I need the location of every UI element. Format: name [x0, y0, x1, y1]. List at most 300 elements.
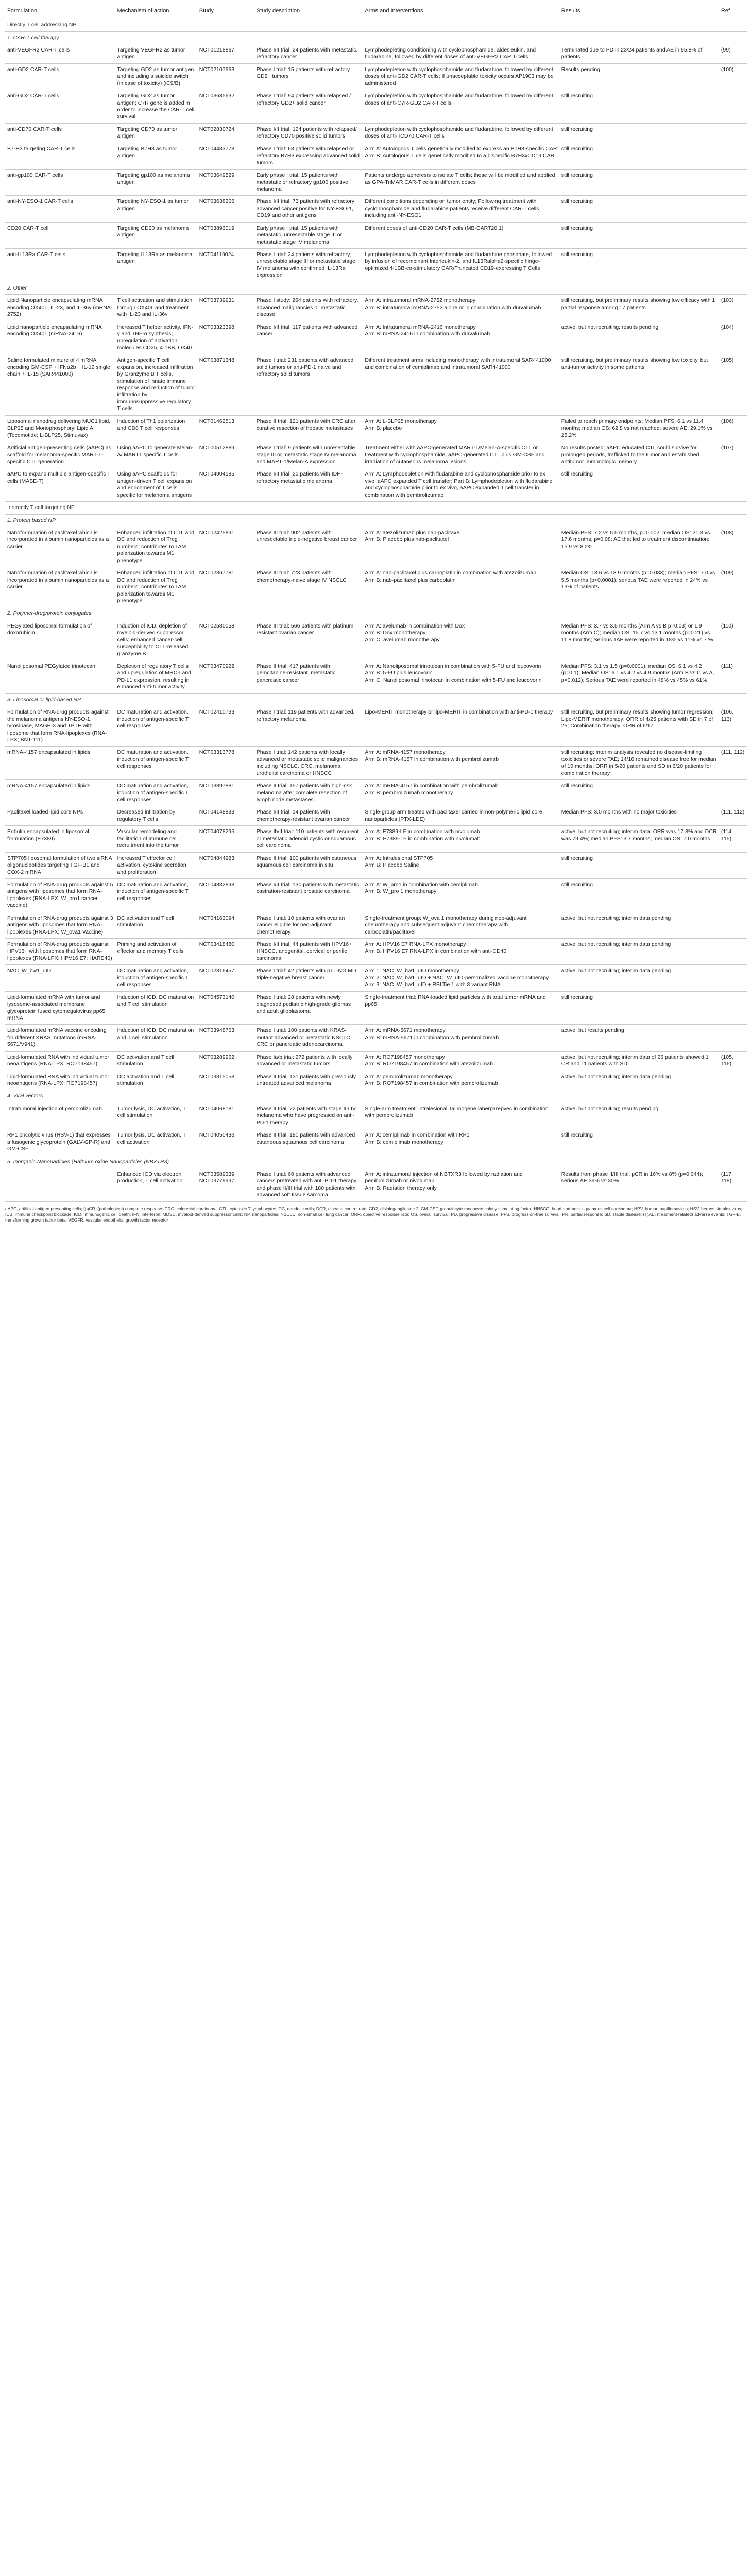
cell-study: NCT02367781	[197, 567, 254, 607]
cell-study-description: Phase I trial: 9 patients with unresectable stage III or metastatic stage IV melanoma and MART-1/Melan-A expression	[254, 442, 363, 468]
cell-arms-interventions: Arm A: nab-paclitaxel plus carboplatin in combination with atezolizumab Arm B: nab-paclitaxel plus carboplatin	[363, 567, 559, 607]
cell-study-description: Phase I study: 264 patients with refractory, advanced malignancies or metastatic disease	[254, 295, 363, 321]
cell-mechanism: DC maturation and activation, induction of antigen-specific T cell responses	[115, 780, 197, 806]
cell-study: NCT03638206	[197, 196, 254, 222]
cell-study: NCT04573140	[197, 991, 254, 1025]
cell-formulation: anti-CD70 CAR-T cells	[5, 123, 115, 143]
cell-study: NCT03589339 NCT03779997	[197, 1168, 254, 1201]
cell-study-description: Phase I/II trial: 73 patients with refractory advanced cancer positive for NY-ESO-1, CD19 and other antigens	[254, 196, 363, 222]
cell-mechanism: Targeting GD2 as tumor antigen and including a suicide switch (in case of toxicity) (iC9/B)	[115, 63, 197, 90]
cell-study-description: Phase I/II trial: 24 patients with metastatic, refractory cancer	[254, 44, 363, 63]
cell-arms-interventions: Arm A: RO7198457 monotherapy Arm B: RO7198457 in combination with atezolizumab	[363, 1051, 559, 1071]
cell-arms-interventions: Arm A: mRNA-4157 monotherapy Arm B: mRNA-4157 in combination with pembrolizumab	[363, 747, 559, 780]
cell-formulation: Saline formulated mixture of 4 mRNA encoding GM-CSF + IFNα2b + IL-12 single chain + IL-15 (SAR441000)	[5, 354, 115, 416]
cell-results: active, but not recruiting; results pending	[559, 321, 719, 354]
cell-arms-interventions: Single-group arm treated with paclitaxel carried in non-polymeric lipid core nanoparticles (PTX-LDE)	[363, 806, 559, 826]
cell-results: Terminated due to PD in 23/24 patients and AE in 95.8% of patients	[559, 44, 719, 63]
cell-results: Results from phase II/III trial: pCR in 16% vs 8% (p=0.044); serious AE 39% vs 30%	[559, 1168, 719, 1201]
cell-mechanism: Enhanced infiltration of CTL and DC and reduction of Treg numbers; contributes to TAM polarization towards M1 phenotype	[115, 527, 197, 567]
cell-study: NCT03897881	[197, 780, 254, 806]
cell-mechanism: Tumor lysis, DC activation, T cell activation	[115, 1129, 197, 1156]
table-row	[5, 527, 747, 567]
cell-arms-interventions: Lymphodepletion with cyclophosphamide and fludarabine, followed by different doses of anti-hCD70 CAR-T cells	[363, 123, 559, 143]
cell-study-description: Phase II trial: 131 patients with previously untreated advanced melanoma	[254, 1071, 363, 1090]
cell-formulation: Lipid-formulated RNA with individual tumor neoantigens (RNA-LPX; RO7198457)	[5, 1051, 115, 1071]
table-row	[5, 1071, 747, 1090]
section-heading	[5, 502, 747, 514]
cell-results: still recruiting, but preliminary results showing low efficacy with 1 partial response among 17 patients	[559, 295, 719, 321]
cell-study-description: Phase II trial: 72 patients with stage III/ IV melanoma who have progressed on anti-PD-1 therapy	[254, 1103, 363, 1129]
cell-formulation: Lipid-formulated mRNA vaccine encoding for different KRAS mutations (mRNA-5671/V941)	[5, 1025, 115, 1051]
header-ref: Ref	[719, 3, 747, 19]
table-row	[5, 939, 747, 965]
cell-results: Results pending	[559, 63, 719, 90]
cell-results: Median OS: 18.6 vs 13.9 months (p=0.033); median PFS: 7.0 vs 5.5 months (p<0.0001), serious TAE were reported in 24% vs 13% of patients	[559, 567, 719, 607]
cell-ref	[719, 1129, 747, 1156]
cell-study: NCT04844983	[197, 852, 254, 878]
cell-formulation: Formulation of RNA-drug products against the melanoma antigens NY-ESO-1, tyrosinase, MAGE-3 and TPTE with liposome that form RNA-lipoplexes (RNA-LPX; BNT-111)	[5, 706, 115, 747]
cell-study-description: Phase I trial: 42 patients with pTL-NG MD triple-negative breast cancer	[254, 965, 363, 991]
cell-arms-interventions: Different treatment arms including monotherapy with intratumoral SAR441000 and combination of cemiplimab and intratumoral SAR441000	[363, 354, 559, 416]
table-row	[5, 63, 747, 90]
cell-study: NCT03739931	[197, 295, 254, 321]
cell-results: Failed to reach primary endpoints; Median PFS: 6.1 vs 11.4 months; median OS: 62.8 vs not reached; severe AE: 29.1% vs 25.2%	[559, 415, 719, 442]
table-row	[5, 295, 747, 321]
table-row	[5, 852, 747, 878]
cell-formulation: B7-H3 targeting CAR-T cells	[5, 143, 115, 169]
cell-study-description: Phase I/II trial: 130 patients with metastatic castration-resistant prostate carcinoma	[254, 878, 363, 912]
table-row	[5, 1025, 747, 1051]
cell-arms-interventions: Arm A: Lymphodepletion with fludarabine and cyclophosphamide prior to ex vivo, aAPC expanded T cell transfer; Part B: Lymphodepletion with fludarabine and cyclophosphamide prior to ex vivo, aAPC expanded T cell transfer in combination with pembrolizumab	[363, 468, 559, 502]
cell-study: NCT03313778	[197, 747, 254, 780]
table-row	[5, 660, 747, 694]
cell-formulation: Lipid Nanoparticle encapsulating mRNA encoding OX40L, IL-23, and IL-36γ (mRNA-2752)	[5, 295, 115, 321]
cell-mechanism: Using aAPC to generate Melan-A/ MART1 specific T cells	[115, 442, 197, 468]
table-row	[5, 44, 747, 63]
table-row	[5, 912, 747, 938]
table-row	[5, 354, 747, 416]
cell-formulation: anti-VEGFR2 CAR-T cells	[5, 44, 115, 63]
section-heading-cell	[5, 19, 747, 31]
table-row	[5, 620, 747, 660]
cell-ref: (111, 112)	[719, 806, 747, 826]
cell-mechanism: DC activation and T cell stimulation	[115, 1071, 197, 1090]
section-heading-cell	[5, 31, 747, 44]
subsection-heading	[5, 514, 747, 527]
subsection-heading	[5, 693, 747, 706]
cell-arms-interventions: Arm A: HPV16 E7 RNA-LPX monotherapy Arm B: HPV16 E7 RNA-LPX in combination with anti-CD40	[363, 939, 559, 965]
table-row	[5, 468, 747, 502]
cell-ref	[719, 1103, 747, 1129]
cell-arms-interventions: Arm A: mRNA-4157 in combination with pembrolizumab Arm B: pembrolizumab monotherapy	[363, 780, 559, 806]
subsection-title: 1. CAR-T cell therapy	[7, 34, 59, 41]
cell-ref: (110)	[719, 620, 747, 660]
table-row	[5, 826, 747, 852]
cell-formulation: Nanoformulation of paclitaxel which is incorporated in albumin nanoparticles as a carrier	[5, 527, 115, 567]
cell-results: active, but not recruiting; interim data pending	[559, 1071, 719, 1090]
cell-results: still recruiting	[559, 196, 719, 222]
cell-mechanism: Depletion of regulatory T cells and upregulation of MHC-I and PD-L1 expression, resulting in enhanced anti-tumor activity	[115, 660, 197, 694]
cell-mechanism: DC maturation and activation, induction of antigen-specific T cell responses	[115, 965, 197, 991]
cell-results: still recruiting, but preliminary results showing tumor regression; Lipo-MERIT monotherapy: ORR of 4/25 patients with SD in 7 of 25; Combination therapy: ORR of 6/17	[559, 706, 719, 747]
table-row	[5, 567, 747, 607]
cell-study: NCT04904185	[197, 468, 254, 502]
cell-study: NCT03815058	[197, 1071, 254, 1090]
cell-study: NCT02425891	[197, 527, 254, 567]
cell-ref: (114, 115)	[719, 826, 747, 852]
cell-results: still recruiting	[559, 852, 719, 878]
cell-mechanism: Targeting GD2 as tumor antigen; C7R gene is added in order to increase the CAR-T cell survival	[115, 90, 197, 124]
table-row	[5, 991, 747, 1025]
cell-arms-interventions: Arm 1: NAC_W_bw1_uID monotherapy Arm 2: NAC_W_bw1_uID + NAC_W_uID-personalized vaccine monotherapy Arm 3: NAC_W_bw1_uID + RBLTie.1 with 3 variant RNA	[363, 965, 559, 991]
cell-ref: (111, 112)	[719, 747, 747, 780]
cell-ref: (109)	[719, 567, 747, 607]
table-row	[5, 249, 747, 282]
cell-arms-interventions: Lymphodepletion with cyclophosphamide and fludarabine, followed by different doses of anti-C7R-GD2 CAR-T cells	[363, 90, 559, 124]
cell-study-description: Phase Ib/II trial: 110 patients with recurrent or metastatic adenoid cystic or squamous cell carcinoma	[254, 826, 363, 852]
cell-mechanism: Tumor lysis, DC activation, T cell stimulation	[115, 1103, 197, 1129]
cell-ref	[719, 468, 747, 502]
table-row	[5, 222, 747, 248]
cell-ref	[719, 1025, 747, 1051]
subsection-title: 4. Viral vectors	[7, 1093, 43, 1099]
cell-study: NCT02316457	[197, 965, 254, 991]
cell-study: NCT03323398	[197, 321, 254, 354]
cell-results: still recruiting	[559, 170, 719, 196]
cell-ref: (105)	[719, 354, 747, 416]
cell-ref	[719, 143, 747, 169]
cell-results: still recruiting; interim analysis revealed no disease-limiting toxicities or severe TAE; 14/16 remained disease free for median of 10 months; ORR in 5/20 patients and SD in 6/20 patients for combination therapy	[559, 747, 719, 780]
section-heading-cell	[5, 502, 747, 514]
section-heading	[5, 19, 747, 31]
cell-results: active, but not recruiting; interim data pending	[559, 939, 719, 965]
cell-arms-interventions: Different conditions depending on tumor entity; Following treatment with cyclophosphamide and fludarabine patients receive different CAR-T cells including anti-NY-ESO1	[363, 196, 559, 222]
cell-formulation: Lipid nanoparticle encapsulating mRNA encoding OX40L (mRNA-2416)	[5, 321, 115, 354]
cell-study-description: Early phase I trial: 15 patients with metastatic or refractory gp100 positive melanoma	[254, 170, 363, 196]
table-row	[5, 806, 747, 826]
cell-results: Median PFS: 3.1 vs 1.5 (p=0.0001), median OS: 6.1 vs 4.2 (p=0.1); Median OS: 6.1 vs 4.2 vs 4.9 months (Arm B vs C vs A, p=0.012); Serious TAE were reported in 48% vs 45% vs 61%	[559, 660, 719, 694]
cell-formulation: Liposomal nanodrug delivering MUC1 lipid, BLP25 and Monophosphoryl Lipid A (Tecemotide; L-BLP25, Stimuvax)	[5, 415, 115, 442]
document-page	[5, 0, 747, 1228]
table-header	[5, 3, 747, 19]
cell-arms-interventions: Arm A: mRNA-5671 monotherapy Arm B: mRNA-5671 in combination with pembrolizumab	[363, 1025, 559, 1051]
cell-mechanism: Increased T helper activity, IFN-γ and TNF-α synthesis; upregulation of activation molecules CD25, 4-1BB, OX40	[115, 321, 197, 354]
cell-study-description: Phase II trial: 157 patients with high-risk melanoma after complete resection of lymph node metastases	[254, 780, 363, 806]
cell-formulation: STP705 liposomal formulation of two siRNA oligonucleotides targeting TGF-B1 and COX-2 mRNA	[5, 852, 115, 878]
cell-study-description: Phase I/II trial: 117 patients with advanced cancer	[254, 321, 363, 354]
table-row	[5, 143, 747, 169]
cell-mechanism: Targeting VEGFR2 as tumor antigen	[115, 44, 197, 63]
header-study: Study	[197, 3, 254, 19]
subsection-title: 1. Protein based NP	[7, 517, 56, 523]
cell-results: still recruiting	[559, 468, 719, 502]
cell-ref	[719, 939, 747, 965]
subsection-heading	[5, 1090, 747, 1103]
table-row	[5, 90, 747, 124]
subsection-heading	[5, 1156, 747, 1168]
header-mechanism: Mechanism of action	[115, 3, 197, 19]
section-heading-cell	[5, 282, 747, 294]
cell-formulation: Paclitaxel loaded lipid core NPs	[5, 806, 115, 826]
cell-mechanism: Vascular remodeling and facilitation of immune cell recruitment into the tumor	[115, 826, 197, 852]
cell-ref: (103)	[719, 295, 747, 321]
cell-mechanism: T cell activation and stimulation through OX40L and treatment with IL-23 and IL-36γ	[115, 295, 197, 321]
table-footnote: aAPC, artificial antigen presenting cells; (p)CR, (pathological) complete response; CRC, colorectal carcinoma; CTL, cytotoxic T lymphocytes; DC, dendritic cells; DCR, disease control rate; GD2, disialoganglioside 2; GM-CSF, granulocyte-monocyte colony stimulating factor; HNSCC, head-and-neck squamous cell carcinoma; HPV, human papillomavirus; HSV, herpes simplex virus; ICB, immune checkpoint blockade; ICD, immunogenic cell death; IFN, interferon; MDSC, myeloid-derived suppressor cells; NP, nanoparticles; NSCLC, non-small cell lung cancer; ORR, objective response rate; OS, overall survival; PD, progressive disease; PFS, progression-free survival; PR, partial response; SD, stable disease; (T)AE, (treatment-related) adverse events; TGF-B, transforming growth factor beta; VEGFR, vascular endothelial growth factor receptor	[5, 1206, 742, 1223]
cell-formulation: Eribulin encapsulated in liposomal formulation (E7389)	[5, 826, 115, 852]
cell-study-description: Phase I trial: 142 patients with locally advanced or metastatic solid malignancies including NSCLC, CRC, melanoma, urothelial carcinoma or HNSCC	[254, 747, 363, 780]
cell-mechanism: DC activation and T cell stimulation	[115, 912, 197, 938]
cell-results: Median PFS: 7.2 vs 5.5 months, p=0.002; median OS: 21.3 vs 17.6 months, p=0.08; AE that led to treatment discontinuation: 15.9 vs 8.2%	[559, 527, 719, 567]
cell-study: NCT02580058	[197, 620, 254, 660]
cell-study-description: Phase I trial: 100 patients with KRAS-mutant advanced or metastatic NSCLC, CRC or pancreatic adenocarcinoma	[254, 1025, 363, 1051]
cell-arms-interventions: Single-arm treatment: intralesional Talimogene laherparepvec in combination with pembrolizumab	[363, 1103, 559, 1129]
table-row	[5, 415, 747, 442]
cell-study: NCT04382898	[197, 878, 254, 912]
cell-mechanism: DC activation and T cell stimulation	[115, 1051, 197, 1071]
cell-study-description: Phase I/II trial: 124 patients with relapsed/ refractory CD70 positive solid tumors	[254, 123, 363, 143]
cell-ref: (105, 116)	[719, 1051, 747, 1071]
cell-mechanism: Decreased infiltration by regulatory T cells	[115, 806, 197, 826]
cell-mechanism: Targeting CD70 as tumor antigen	[115, 123, 197, 143]
cell-mechanism: Priming and activation of effector and memory T cells	[115, 939, 197, 965]
cell-study: NCT04050436	[197, 1129, 254, 1156]
cell-results: still recruiting	[559, 878, 719, 912]
cell-study-description: Phase I trial: 24 patients with refractory, unresectable stage III or metastatic stage IV melanoma with confirmed IL-13Ra expression	[254, 249, 363, 282]
cell-study-description: Phase I trial: 231 patients with advanced solid tumors or anti-PD-1 naive and refractory solid tumors	[254, 354, 363, 416]
cell-ref	[719, 90, 747, 124]
cell-formulation: NAC_W_bw1_uID	[5, 965, 115, 991]
header-study-description: Study description	[254, 3, 363, 19]
cell-formulation: PEGylated liposomal formulation of doxorubicin	[5, 620, 115, 660]
cell-study: NCT01218867	[197, 44, 254, 63]
cell-mechanism: Enhanced infiltration of CTL and DC and reduction of Treg numbers; contributes to TAM polarization towards M1 phenotype	[115, 567, 197, 607]
header-formulation: Formulation	[5, 3, 115, 19]
cell-arms-interventions: Arm A: E7389-LF in combination with nivolumab Arm B: E7389-LF in combination with nivolumab	[363, 826, 559, 852]
cell-ref: (99)	[719, 44, 747, 63]
table-row	[5, 1168, 747, 1201]
cell-study-description: Phase III trial: 723 patients with chemotherapy-naive stage IV NSCLC	[254, 567, 363, 607]
cell-mechanism: Induction of ICD, DC maturation and T cell stimulation	[115, 1025, 197, 1051]
table-row	[5, 706, 747, 747]
cell-ref: (106)	[719, 415, 747, 442]
cell-study: NCT03649529	[197, 170, 254, 196]
section-heading-cell	[5, 514, 747, 527]
cell-study-description: Phase I trial: 94 patients with relapsed / refractory GD2+ solid cancer	[254, 90, 363, 124]
cell-results: still recruiting	[559, 991, 719, 1025]
subsection-title: 2. Other	[7, 284, 27, 291]
cell-ref: (111)	[719, 660, 747, 694]
cell-study: NCT04148833	[197, 806, 254, 826]
section-heading-cell	[5, 607, 747, 620]
table-row	[5, 965, 747, 991]
cell-study-description: Phase I/II trial: 44 patients with HPV16+ HNSCC, anogenital, cervical or penile carcinoma	[254, 939, 363, 965]
cell-study: NCT00512889	[197, 442, 254, 468]
subsection-heading	[5, 282, 747, 294]
cell-study-description: Phase II trial: 417 patients with gemcitabine-resistant, metastatic pancreatic cancer	[254, 660, 363, 694]
cell-ref: (100)	[719, 63, 747, 90]
cell-formulation: mRNA-4157 encapsulated in lipids	[5, 780, 115, 806]
cell-formulation: mRNA-4157 encapsulated in lipids	[5, 747, 115, 780]
cell-ref	[719, 222, 747, 248]
table-row	[5, 747, 747, 780]
cell-study: NCT04068181	[197, 1103, 254, 1129]
cell-formulation: anti-gp100 CAR-T cells	[5, 170, 115, 196]
cell-ref	[719, 1071, 747, 1090]
cell-ref	[719, 878, 747, 912]
table-row	[5, 1051, 747, 1071]
cell-mechanism: Targeting B7H3 as tumor antigen	[115, 143, 197, 169]
header-arms-interventions: Arms and Interventions	[363, 3, 559, 19]
cell-ref: (108)	[719, 527, 747, 567]
cell-results: still recruiting	[559, 780, 719, 806]
cell-study-description: Early phase I trial: 15 patients with metastatic, unresectable stage III or metastatic stage IV melanoma	[254, 222, 363, 248]
cell-arms-interventions: Arm A: pembrolizumab monotherapy Arm B: RO7198457 in combination with pembrolizumab	[363, 1071, 559, 1090]
cell-mechanism: Targeting IL13Ra as melanoma antigen	[115, 249, 197, 282]
cell-arms-interventions: Arm A: L-BLP25 monotherapy Arm B: placebo	[363, 415, 559, 442]
cell-results: still recruiting, but preliminary results showing low toxicity, but anti-tumor activity in some patients	[559, 354, 719, 416]
cell-study: NCT02107963	[197, 63, 254, 90]
cell-arms-interventions: Arm A: Nanoliposomal irinotecan in combination with 5-FU and leucovorin Arm B: 5-FU plus leucovorin Arm C: Nanoliposomal irinotecan in combination with 5-FU and leucovorin	[363, 660, 559, 694]
cell-results: Median PFS: 3.7 vs 3.5 months (Arm A vs B p=0.03) or 1.9 months (Arm C); median OS: 15.7 vs 13.1 months (p=0.21) vs 11.8 months; Serious TAE were reported in 18% vs 11% vs 7 %	[559, 620, 719, 660]
cell-formulation: Formulation of RNA-drug products against 5 antigens with liposomes that form RNA-lipoplexes (RNA-LPX; W_pro1 cancer vaccine)	[5, 878, 115, 912]
cell-study: NCT02830724	[197, 123, 254, 143]
cell-study-description: Phase III trial: 566 patients with platinum resistant ovarian cancer	[254, 620, 363, 660]
section-heading-cell	[5, 1090, 747, 1103]
cell-study-description: Phase Ia/b trial: 272 patients with locally advanced or metastatic tumors	[254, 1051, 363, 1071]
cell-study-description: Phase I trial: 60 patients with advanced cancers pretreated with anti-PD-1 therapy and phase II/III trial with 180 patients with advanced soft tissue sarcoma	[254, 1168, 363, 1201]
cell-formulation: anti-GD2 CAR-T cells	[5, 90, 115, 124]
subsection-title: 5. Inorganic Nanoparticles (Hafnium oxide Nanoparticles (NBXTR3)	[7, 1158, 169, 1165]
cell-mechanism: Antigen-specific T cell expansion, increased infiltration by Granzyme B T cells, stimulation of innate immune response and reduction of tumor infiltration by immunosuppressive regulatory T cells	[115, 354, 197, 416]
table-row	[5, 1103, 747, 1129]
cell-results: still recruiting	[559, 123, 719, 143]
cell-study-description: Phase I trial: 10 patients with ovarian cancer eligible for neo-adjuvant chemotherapy	[254, 912, 363, 938]
cell-formulation: anti-NY-ESO-1 CAR-T cells	[5, 196, 115, 222]
cell-formulation: anti-IL13Ra CAR-T cells	[5, 249, 115, 282]
cell-formulation: aAPC to expand multiple antigen-specific T cells (MASE-T)	[5, 468, 115, 502]
cell-ref	[719, 965, 747, 991]
cell-ref	[719, 780, 747, 806]
cell-results: active, but not recruiting; results pending	[559, 1103, 719, 1129]
subsection-heading	[5, 31, 747, 44]
cell-formulation: Formulation of RNA-drug products against 3 antigens with liposomes that form RNA-lipoplexes (RNA-LPX; W_ova1 Vaccine)	[5, 912, 115, 938]
clinical-trials-table	[5, 3, 747, 1202]
cell-arms-interventions: Arm A: W_pro1 in combination with cemiplimab Arm B: W_pro 1 monotherapy	[363, 878, 559, 912]
cell-arms-interventions: Arm A: Intratumoral mRNA-2416 monotherapy Arm B: mRNA-2416 in combination with durvalumab	[363, 321, 559, 354]
cell-arms-interventions: Lymphodepletion with cyclophosphamide and fludarabine phosphate, followed by infusion of recombinant Interleukin-2, and IL13Ralpha2-specific hinge-optimized 4-1BB-co-stimulatory CAR/Truncated CD19-expressing T Cells	[363, 249, 559, 282]
cell-ref	[719, 991, 747, 1025]
cell-mechanism: Induction of ICD, DC maturation and T cell stimulation	[115, 991, 197, 1025]
table-row	[5, 170, 747, 196]
table-body	[5, 19, 747, 1202]
cell-mechanism: Enhanced ICD via electron production, T cell activation	[115, 1168, 197, 1201]
cell-results: active, but not recruiting; interim data: ORR was 17.8% and DCR was 79.4%; median PFS: 3.7 months; median OS: 7.0 months	[559, 826, 719, 852]
cell-results: No results posted; aAPC educated CTL could survive for prolonged periods, trafficked to the tumor and established antitumor immunologic memory	[559, 442, 719, 468]
section-heading-cell	[5, 693, 747, 706]
cell-mechanism: DC maturation and activation, induction of antigen-specific T cell responses	[115, 747, 197, 780]
cell-results: active, but results pending	[559, 1025, 719, 1051]
cell-study-description: Phase I trial: 28 patients with newly diagnosed pediatric high-grade gliomas and adult glioblastoma	[254, 991, 363, 1025]
cell-arms-interventions: Different doses of anti-CD20 CAR-T cells (MB-CART20.1)	[363, 222, 559, 248]
cell-arms-interventions: Arm A: atezolizumab plus nab-paclitaxel Arm B: Placebo plus nab-paclitaxel	[363, 527, 559, 567]
cell-study: NCT03470922	[197, 660, 254, 694]
cell-study: NCT03893019	[197, 222, 254, 248]
cell-ref	[719, 196, 747, 222]
cell-arms-interventions: Arm A: Intralesional STP705 Arm B: Placebo Saline	[363, 852, 559, 878]
cell-results: still recruiting	[559, 1129, 719, 1156]
cell-arms-interventions: Arm A: intratumoral injection of NBTXR3 followed by radiation and pembrolizumab or nivolumab Arm B: Radiation therapy only	[363, 1168, 559, 1201]
cell-study: NCT03289962	[197, 1051, 254, 1071]
cell-ref: (107)	[719, 442, 747, 468]
cell-study-description: Phase I trial: 68 patients with relapsed or refractory B7H3 expressing advanced solid tumors	[254, 143, 363, 169]
cell-mechanism: Induction of Th1 polarization and CD8 T cell responses	[115, 415, 197, 442]
cell-formulation: RP1 oncolytic virus (HSV-1) that expresses a fusogenic glycoprotein (GALV-GP-R) and GM-CSF	[5, 1129, 115, 1156]
cell-arms-interventions: Single-treatment group: W_ova 1 monotherapy during neo-adjuvant chemotherapy and subsequent adjuvant chemotherapy with carboplatin/paclitaxel	[363, 912, 559, 938]
section-heading-cell	[5, 1156, 747, 1168]
cell-ref: (117, 118)	[719, 1168, 747, 1201]
cell-ref	[719, 852, 747, 878]
cell-results: still recruiting	[559, 222, 719, 248]
cell-study-description: Phase I/II trial: 14 patients with chemotherapy-resistant ovarian cancer	[254, 806, 363, 826]
table-row	[5, 780, 747, 806]
cell-results: Median PFS: 3.0 months with no major toxicities	[559, 806, 719, 826]
cell-study: NCT03871348	[197, 354, 254, 416]
cell-mechanism: Increased T effector cell activation, cytokine secretion and proliferation	[115, 852, 197, 878]
cell-formulation: Lipid-formulated mRNA with tumor and lysosome-associated membrane glycoprotein fused cytomegalovirus pp65 mRNA	[5, 991, 115, 1025]
cell-results: active, but not recruiting; interim data pending	[559, 965, 719, 991]
cell-study: NCT04119024	[197, 249, 254, 282]
subsection-title: 2. Polymer-drug/protein conjugates	[7, 610, 92, 617]
subsection-title: 3. Liposomal or lipid-based NP	[7, 696, 81, 703]
subsection-heading	[5, 607, 747, 620]
cell-results: active, but not recruiting; interim data of 26 patients showed 1 CR and 11 patients with SD	[559, 1051, 719, 1071]
cell-ref: (106, 113)	[719, 706, 747, 747]
cell-arms-interventions: Patients undergo apheresis to isolate T cells; these will be modified and applied as GPA-TriMAR CAR-T cells in different doses	[363, 170, 559, 196]
cell-study-description: Phase I trial: 15 patients with refractory GD2+ tumors	[254, 63, 363, 90]
cell-study-description: Phase II trial: 100 patients with cutaneous squamous cell carcinoma in situ	[254, 852, 363, 878]
cell-arms-interventions: Lipo-MERIT monotherapy or lipo-MERIT in combination with anti-PD-1 therapy	[363, 706, 559, 747]
header-results: Results	[559, 3, 719, 19]
cell-mechanism: Targeting CD20 as melanoma antigen	[115, 222, 197, 248]
cell-study-description: Phase II trial: 180 patients with advanced cutaneous squamous cell carcinoma	[254, 1129, 363, 1156]
cell-study: NCT03635632	[197, 90, 254, 124]
cell-arms-interventions: Arm A: Autologous T cells genetically modified to express an B7H3-specific CAR Arm B: Autologous T cells genetically modified to a bispecific B7H3xCD19 CAR	[363, 143, 559, 169]
cell-study: NCT03418480	[197, 939, 254, 965]
table-row	[5, 1129, 747, 1156]
cell-study-description: Phase II trial: 121 patients with CRC after curative resection of hepatic metastases	[254, 415, 363, 442]
cell-formulation: Formulation of RNA-drug products against HPV16+ with liposomes that form RNA-lipoplexes (RNA-LPX; HPV16 E7; HARE40)	[5, 939, 115, 965]
table-row	[5, 123, 747, 143]
cell-ref	[719, 249, 747, 282]
cell-ref	[719, 912, 747, 938]
cell-study: NCT04163094	[197, 912, 254, 938]
table-row	[5, 321, 747, 354]
cell-formulation: Artificial antigen-presenting cells (aAPC) as scaffold for melanoma-specific MART-1-specific CTL generation	[5, 442, 115, 468]
cell-formulation: Lipid-formulated RNA with individual tumor neoantigens (RNA-LPX; RO7198457)	[5, 1071, 115, 1090]
cell-mechanism: DC maturation and activation, induction of antigen-specific T cell responses	[115, 878, 197, 912]
section-title: Directly T cell addressing NP	[7, 22, 77, 28]
cell-study-description: Phase III trial: 902 patients with unresectable triple-negative breast cancer	[254, 527, 363, 567]
cell-formulation: anti-GD2 CAR-T cells	[5, 63, 115, 90]
cell-study: NCT04078295	[197, 826, 254, 852]
cell-arms-interventions: Arm A: avelumab in combination with Dox Arm B: Dox monotherapy Arm C: avelumab monotherapy	[363, 620, 559, 660]
cell-formulation: Nanoformulation of paclitaxel which is incorporated in albumin nanoparticles as a carrier	[5, 567, 115, 607]
cell-results: active, but not recruiting; interim data pending	[559, 912, 719, 938]
cell-study-description: Phase I trial: 119 patients with advanced, refractory melanoma	[254, 706, 363, 747]
cell-study: NCT03948763	[197, 1025, 254, 1051]
cell-mechanism: DC maturation and activation, induction of antigen-specific T cell responses	[115, 706, 197, 747]
cell-formulation: CD20 CAR-T cell	[5, 222, 115, 248]
